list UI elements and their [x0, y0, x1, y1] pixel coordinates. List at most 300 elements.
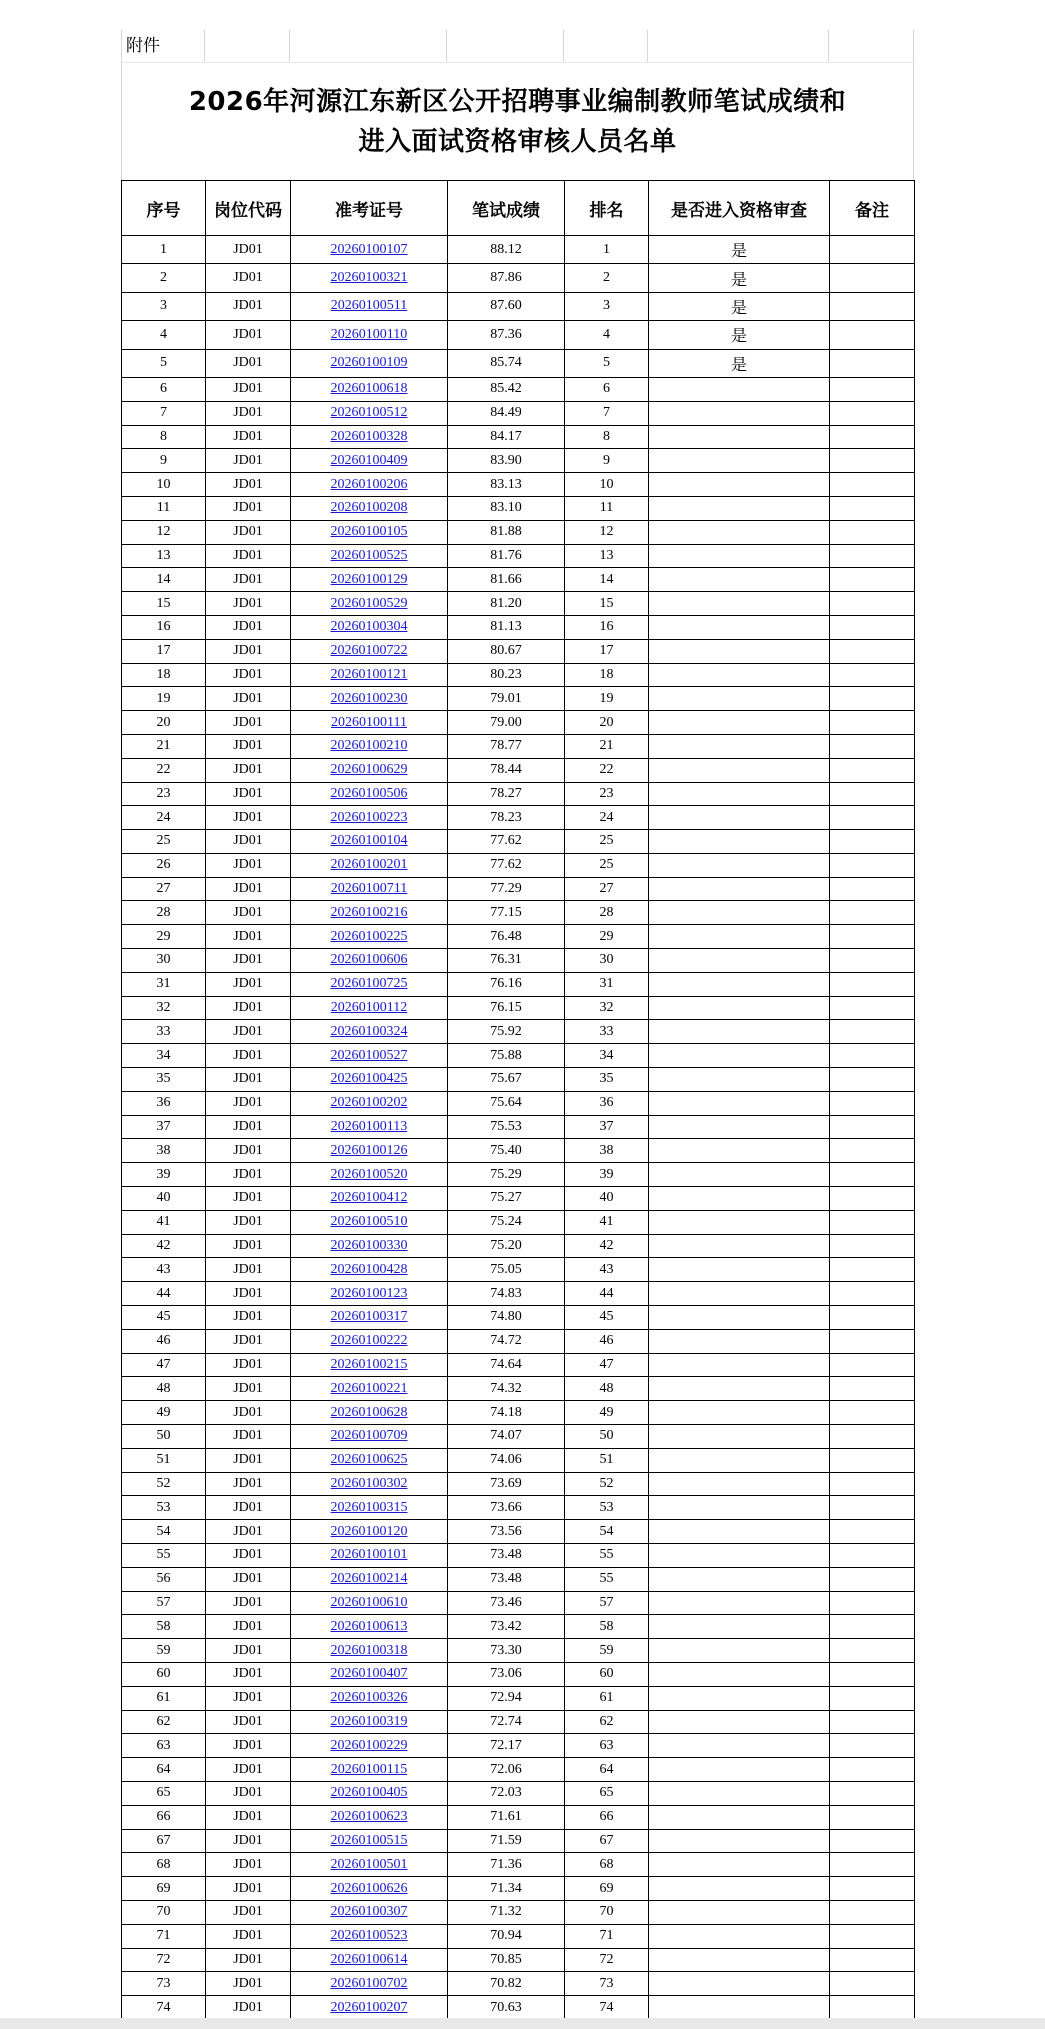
- cell-qualification-review: 是: [649, 264, 830, 292]
- cell-rank: 54: [565, 1520, 649, 1544]
- ticket-number-link[interactable]: 20260100210: [330, 738, 408, 754]
- ticket-number-link[interactable]: 20260100613: [330, 1618, 408, 1634]
- ticket-number-link[interactable]: 20260100501: [330, 1856, 408, 1872]
- cell-remarks: [830, 901, 915, 925]
- cell-ticket-number: [291, 1520, 448, 1544]
- cell-remarks: [830, 1401, 915, 1425]
- ticket-number-link[interactable]: 20260100307: [330, 1904, 408, 1920]
- cell-remarks: [830, 806, 915, 830]
- table-row: [122, 425, 915, 449]
- ticket-number-link[interactable]: 20260100229: [330, 1737, 408, 1753]
- cell-qualification-review: [649, 1996, 830, 2020]
- cell-post-code: JD01: [206, 377, 291, 401]
- cell-ticket-number: [291, 711, 448, 735]
- cell-score: 74.72: [448, 1329, 565, 1353]
- cell-remarks: [830, 1068, 915, 1092]
- cell-seq: 46: [122, 1329, 206, 1353]
- table-row: [122, 949, 915, 973]
- cell-post-code: JD01: [206, 1163, 291, 1187]
- ticket-number-link[interactable]: 20260100208: [330, 500, 408, 516]
- cell-qualification-review: [649, 1544, 830, 1568]
- cell-post-code: JD01: [206, 1306, 291, 1330]
- cell-qualification-review: [649, 544, 830, 568]
- cell-remarks: [830, 1091, 915, 1115]
- cell-rank: 21: [565, 734, 649, 758]
- cell-qualification-review: [649, 1020, 830, 1044]
- cell-qualification-review: [649, 1567, 830, 1591]
- cell-qualification-review: [649, 1448, 830, 1472]
- table-row: [122, 236, 915, 264]
- ticket-number-link[interactable]: 20260100606: [330, 952, 408, 968]
- table-row: [122, 687, 915, 711]
- cell-ticket-number: [291, 1877, 448, 1901]
- cell-remarks: [830, 1210, 915, 1234]
- ticket-number-link[interactable]: 20260100625: [330, 1452, 408, 1468]
- cell-rank: 1: [565, 236, 649, 264]
- cell-remarks: [830, 877, 915, 901]
- cell-score: 71.61: [448, 1805, 565, 1829]
- cell-score: 75.27: [448, 1187, 565, 1211]
- ticket-number-link[interactable]: 20260100302: [330, 1476, 408, 1491]
- ticket-number-link[interactable]: 20260100110: [330, 326, 408, 342]
- cell-remarks: [830, 568, 915, 592]
- cell-ticket-number: [291, 1210, 448, 1234]
- cell-ticket-number: [291, 292, 448, 320]
- cell-rank: 19: [565, 687, 649, 711]
- ticket-number-link[interactable]: 20260100223: [330, 809, 408, 825]
- cell-seq: 66: [122, 1805, 206, 1829]
- ticket-number-link[interactable]: 20260100207: [330, 1999, 408, 2015]
- cell-qualification-review: 是: [649, 236, 830, 264]
- cell-score: 88.12: [448, 236, 565, 264]
- cell-qualification-review: [649, 734, 830, 758]
- cell-seq: 27: [122, 877, 206, 901]
- cell-post-code: JD01: [206, 1924, 291, 1948]
- cell-score: 74.06: [448, 1448, 565, 1472]
- ticket-number-link[interactable]: 20260100711: [330, 881, 408, 897]
- ticket-number-link[interactable]: 20260100215: [330, 1357, 408, 1373]
- ticket-number-link[interactable]: 20260100529: [330, 595, 408, 611]
- cell-post-code: JD01: [206, 1210, 291, 1234]
- cell-qualification-review: [649, 1948, 830, 1972]
- table-row: [122, 1091, 915, 1115]
- cell-post-code: JD01: [206, 1044, 291, 1068]
- cell-rank: 46: [565, 1329, 649, 1353]
- cell-ticket-number: [291, 1282, 448, 1306]
- cell-score: 74.64: [448, 1353, 565, 1377]
- table-row: [122, 996, 915, 1020]
- cell-score: 72.06: [448, 1758, 565, 1782]
- cell-seq: 5: [122, 349, 206, 377]
- ticket-number-link[interactable]: 20260100202: [330, 1095, 408, 1111]
- cell-ticket-number: [291, 1329, 448, 1353]
- cell-post-code: JD01: [206, 401, 291, 425]
- ticket-number-link[interactable]: 20260100221: [330, 1380, 408, 1396]
- ticket-number-link[interactable]: 20260100412: [330, 1190, 408, 1206]
- ticket-number-link[interactable]: 20260100328: [330, 428, 408, 444]
- ticket-number-link[interactable]: 20260100104: [330, 833, 408, 849]
- cell-score: 77.29: [448, 877, 565, 901]
- cell-remarks: [830, 949, 915, 973]
- cell-rank: 16: [565, 615, 649, 639]
- table-row: [122, 972, 915, 996]
- cell-post-code: JD01: [206, 425, 291, 449]
- cell-remarks: [830, 1448, 915, 1472]
- table-row: [122, 1496, 915, 1520]
- ticket-number-link[interactable]: 20260100115: [330, 1761, 408, 1777]
- cell-qualification-review: [649, 1163, 830, 1187]
- cell-seq: 28: [122, 901, 206, 925]
- ticket-number-link[interactable]: 20260100324: [330, 1023, 408, 1039]
- ticket-number-link[interactable]: 20260100326: [330, 1690, 408, 1706]
- cell-remarks: [830, 1877, 915, 1901]
- spreadsheet-sheet: [121, 30, 914, 2020]
- cell-score: 87.60: [448, 292, 565, 320]
- table-row: [122, 806, 915, 830]
- cell-ticket-number: [291, 592, 448, 616]
- table-body: [122, 236, 915, 2020]
- cell-qualification-review: [649, 639, 830, 663]
- attachment-label: 附件: [126, 36, 160, 56]
- cell-ticket-number: [291, 1996, 448, 2020]
- ticket-number-link[interactable]: 20260100225: [330, 928, 408, 944]
- cell-ticket-number: [291, 1187, 448, 1211]
- cell-seq: 2: [122, 264, 206, 292]
- ticket-number-link[interactable]: 20260100405: [330, 1785, 408, 1801]
- cell-qualification-review: [649, 1924, 830, 1948]
- ticket-number-link[interactable]: 20260100527: [330, 1047, 408, 1063]
- cell-score: 75.29: [448, 1163, 565, 1187]
- cell-qualification-review: [649, 1781, 830, 1805]
- cell-post-code: JD01: [206, 1329, 291, 1353]
- table-row: [122, 1710, 915, 1734]
- cell-qualification-review: [649, 1734, 830, 1758]
- cell-score: 76.15: [448, 996, 565, 1020]
- cell-post-code: JD01: [206, 568, 291, 592]
- table-row: [122, 1472, 915, 1496]
- ticket-number-link[interactable]: 20260100409: [330, 452, 408, 468]
- ticket-number-link[interactable]: 20260100523: [330, 1928, 408, 1944]
- cell-qualification-review: [649, 1377, 830, 1401]
- cell-seq: 43: [122, 1258, 206, 1282]
- ticket-number-link[interactable]: 20260100120: [330, 1523, 408, 1539]
- ticket-number-link[interactable]: 20260100407: [330, 1666, 408, 1682]
- cell-ticket-number: [291, 401, 448, 425]
- cell-post-code: JD01: [206, 734, 291, 758]
- ticket-number-link[interactable]: 20260100525: [330, 547, 408, 563]
- cell-rank: 32: [565, 996, 649, 1020]
- cell-remarks: [830, 663, 915, 687]
- cell-rank: 14: [565, 568, 649, 592]
- ticket-number-link[interactable]: 20260100230: [330, 690, 408, 706]
- ticket-number-link[interactable]: 20260100330: [330, 1238, 408, 1254]
- table-row: [122, 901, 915, 925]
- ticket-number-link[interactable]: 20260100628: [330, 1404, 408, 1420]
- cell-qualification-review: [649, 972, 830, 996]
- ticket-number-link[interactable]: 20260100315: [330, 1499, 408, 1515]
- cell-remarks: [830, 496, 915, 520]
- cell-qualification-review: [649, 1187, 830, 1211]
- ticket-number-link[interactable]: 20260100121: [330, 666, 408, 682]
- cell-ticket-number: [291, 830, 448, 854]
- ticket-number-link[interactable]: 20260100510: [330, 1214, 408, 1230]
- ticket-number-link[interactable]: 20260100206: [330, 476, 408, 492]
- cell-post-code: JD01: [206, 663, 291, 687]
- ticket-number-link[interactable]: 20260100101: [330, 1547, 408, 1563]
- cell-score: 78.77: [448, 734, 565, 758]
- table-row: [122, 1448, 915, 1472]
- ticket-number-link[interactable]: 20260100109: [330, 355, 408, 371]
- cell-score: 75.64: [448, 1091, 565, 1115]
- cell-ticket-number: [291, 1591, 448, 1615]
- cell-remarks: [830, 1948, 915, 1972]
- cell-seq: 70: [122, 1900, 206, 1924]
- ticket-number-link[interactable]: 20260100201: [330, 857, 408, 873]
- cell-post-code: JD01: [206, 1948, 291, 1972]
- cell-score: 73.66: [448, 1496, 565, 1520]
- cell-remarks: [830, 1282, 915, 1306]
- ticket-number-link[interactable]: 20260100112: [330, 1000, 408, 1016]
- cell-remarks: [830, 425, 915, 449]
- cell-post-code: JD01: [206, 1615, 291, 1639]
- cell-score: 76.31: [448, 949, 565, 973]
- cell-ticket-number: [291, 1425, 448, 1449]
- cell-qualification-review: [649, 449, 830, 473]
- ticket-number-link[interactable]: 20260100618: [330, 381, 408, 397]
- cell-ticket-number: [291, 425, 448, 449]
- cell-score: 77.15: [448, 901, 565, 925]
- cell-remarks: [830, 1758, 915, 1782]
- ticket-number-link[interactable]: 20260100515: [330, 1832, 408, 1848]
- cell-rank: 24: [565, 806, 649, 830]
- cell-score: 75.92: [448, 1020, 565, 1044]
- cell-qualification-review: [649, 1234, 830, 1258]
- table-row: [122, 1139, 915, 1163]
- cell-rank: 55: [565, 1567, 649, 1591]
- table-row: [122, 1044, 915, 1068]
- ticket-number-link[interactable]: 20260100506: [330, 785, 408, 801]
- cell-post-code: JD01: [206, 1829, 291, 1853]
- table-row: [122, 264, 915, 292]
- cell-rank: 42: [565, 1234, 649, 1258]
- cell-rank: 39: [565, 1163, 649, 1187]
- table-row: [122, 615, 915, 639]
- cell-ticket-number: [291, 806, 448, 830]
- cell-seq: 69: [122, 1877, 206, 1901]
- cell-qualification-review: [649, 1353, 830, 1377]
- cell-seq: 16: [122, 615, 206, 639]
- cell-qualification-review: [649, 687, 830, 711]
- cell-seq: 25: [122, 830, 206, 854]
- header-seq: 序号: [122, 181, 206, 236]
- cell-seq: 30: [122, 949, 206, 973]
- ticket-number-link[interactable]: 20260100126: [330, 1142, 408, 1158]
- ticket-number-link[interactable]: 20260100629: [330, 762, 408, 778]
- cell-seq: 47: [122, 1353, 206, 1377]
- ticket-number-link[interactable]: 20260100725: [330, 976, 408, 992]
- cell-ticket-number: [291, 1972, 448, 1996]
- cell-seq: 60: [122, 1662, 206, 1686]
- ticket-number-link[interactable]: 20260100614: [330, 1951, 408, 1967]
- ticket-number-link[interactable]: 20260100511: [330, 298, 408, 314]
- cell-remarks: [830, 758, 915, 782]
- cell-ticket-number: [291, 321, 448, 349]
- ticket-number-link[interactable]: 20260100425: [330, 1071, 408, 1087]
- ticket-number-link[interactable]: 20260100626: [330, 1880, 408, 1896]
- cell-ticket-number: [291, 1306, 448, 1330]
- cell-remarks: [830, 544, 915, 568]
- cell-seq: 59: [122, 1639, 206, 1663]
- cell-rank: 52: [565, 1472, 649, 1496]
- cell-remarks: [830, 1544, 915, 1568]
- cell-rank: 11: [565, 496, 649, 520]
- cell-ticket-number: [291, 1091, 448, 1115]
- cell-rank: 5: [565, 349, 649, 377]
- cell-score: 70.85: [448, 1948, 565, 1972]
- ticket-number-link[interactable]: 20260100428: [330, 1261, 408, 1277]
- cell-remarks: [830, 1187, 915, 1211]
- cell-score: 72.03: [448, 1781, 565, 1805]
- ticket-number-link[interactable]: 20260100623: [330, 1809, 408, 1825]
- table-row: [122, 1853, 915, 1877]
- ticket-number-link[interactable]: 20260100520: [330, 1166, 408, 1182]
- ticket-number-link[interactable]: 20260100610: [330, 1594, 408, 1610]
- table-row: [122, 1948, 915, 1972]
- ticket-number-link[interactable]: 20260100216: [330, 904, 408, 920]
- table-row: [122, 1996, 915, 2020]
- ticket-number-link[interactable]: 20260100702: [330, 1975, 408, 1991]
- cell-remarks: [830, 1472, 915, 1496]
- cell-rank: 43: [565, 1258, 649, 1282]
- cell-post-code: JD01: [206, 496, 291, 520]
- cell-seq: 62: [122, 1710, 206, 1734]
- cell-post-code: JD01: [206, 1115, 291, 1139]
- table-row: [122, 1615, 915, 1639]
- cell-post-code: JD01: [206, 1758, 291, 1782]
- cell-rank: 35: [565, 1068, 649, 1092]
- ticket-number-link[interactable]: 20260100722: [330, 643, 408, 659]
- table-row: [122, 782, 915, 806]
- cell-remarks: [830, 1615, 915, 1639]
- cell-qualification-review: [649, 496, 830, 520]
- cell-ticket-number: [291, 782, 448, 806]
- cell-ticket-number: [291, 1163, 448, 1187]
- table-row: [122, 1805, 915, 1829]
- cell-qualification-review: [649, 1115, 830, 1139]
- cell-post-code: JD01: [206, 758, 291, 782]
- ticket-number-link[interactable]: 20260100107: [330, 241, 408, 257]
- cell-score: 87.86: [448, 264, 565, 292]
- cell-qualification-review: [649, 1662, 830, 1686]
- cell-qualification-review: [649, 1591, 830, 1615]
- ticket-number-link[interactable]: 20260100317: [330, 1309, 408, 1325]
- cell-score: 70.82: [448, 1972, 565, 1996]
- cell-qualification-review: [649, 1068, 830, 1092]
- cell-post-code: JD01: [206, 449, 291, 473]
- cell-rank: 65: [565, 1781, 649, 1805]
- cell-seq: 71: [122, 1924, 206, 1948]
- cell-seq: 32: [122, 996, 206, 1020]
- cell-post-code: JD01: [206, 592, 291, 616]
- cell-qualification-review: [649, 1520, 830, 1544]
- cell-rank: 8: [565, 425, 649, 449]
- table-row: [122, 321, 915, 349]
- cell-score: 75.05: [448, 1258, 565, 1282]
- cell-rank: 3: [565, 292, 649, 320]
- ticket-number-link[interactable]: 20260100512: [330, 405, 408, 421]
- ticket-number-link[interactable]: 20260100123: [330, 1285, 408, 1301]
- cell-post-code: JD01: [206, 1377, 291, 1401]
- cell-post-code: JD01: [206, 473, 291, 497]
- cell-ticket-number: [291, 949, 448, 973]
- ticket-number-link[interactable]: 20260100709: [330, 1428, 408, 1444]
- cell-remarks: [830, 1686, 915, 1710]
- cell-score: 81.66: [448, 568, 565, 592]
- ticket-number-link[interactable]: 20260100214: [330, 1571, 408, 1587]
- cell-seq: 21: [122, 734, 206, 758]
- table-row: [122, 1520, 915, 1544]
- cell-ticket-number: [291, 544, 448, 568]
- results-table: [121, 180, 915, 2020]
- cell-rank: 37: [565, 1115, 649, 1139]
- cell-score: 81.13: [448, 615, 565, 639]
- cell-qualification-review: [649, 925, 830, 949]
- cell-qualification-review: [649, 1425, 830, 1449]
- cell-post-code: JD01: [206, 1591, 291, 1615]
- ticket-number-link[interactable]: 20260100105: [330, 524, 408, 540]
- header-ticket-number: 准考证号: [291, 181, 448, 236]
- cell-post-code: JD01: [206, 1139, 291, 1163]
- cell-remarks: [830, 830, 915, 854]
- ticket-number-link[interactable]: 20260100129: [330, 571, 408, 587]
- cell-seq: 20: [122, 711, 206, 735]
- cell-rank: 2: [565, 264, 649, 292]
- cell-rank: 58: [565, 1615, 649, 1639]
- attachment-cell: [121, 30, 205, 62]
- cell-rank: 41: [565, 1210, 649, 1234]
- cell-qualification-review: [649, 996, 830, 1020]
- cell-ticket-number: [291, 1044, 448, 1068]
- cell-seq: 49: [122, 1401, 206, 1425]
- table-row: [122, 1115, 915, 1139]
- cell-ticket-number: [291, 758, 448, 782]
- ticket-number-link[interactable]: 20260100321: [330, 270, 408, 286]
- ticket-number-link[interactable]: 20260100222: [330, 1333, 408, 1349]
- ticket-number-link[interactable]: 20260100111: [331, 714, 407, 730]
- cell-rank: 66: [565, 1805, 649, 1829]
- cell-post-code: JD01: [206, 1068, 291, 1092]
- cell-post-code: JD01: [206, 1544, 291, 1568]
- cell-qualification-review: 是: [649, 292, 830, 320]
- cell-ticket-number: [291, 663, 448, 687]
- cell-score: 76.16: [448, 972, 565, 996]
- cell-seq: 6: [122, 377, 206, 401]
- cell-remarks: [830, 1139, 915, 1163]
- ticket-number-link[interactable]: 20260100318: [330, 1642, 408, 1658]
- ticket-number-link[interactable]: 20260100304: [330, 619, 408, 635]
- cell-score: 85.74: [448, 349, 565, 377]
- ticket-number-link[interactable]: 20260100113: [330, 1119, 408, 1135]
- cell-score: 75.20: [448, 1234, 565, 1258]
- cell-qualification-review: [649, 1758, 830, 1782]
- cell-score: 80.23: [448, 663, 565, 687]
- cell-qualification-review: [649, 520, 830, 544]
- cell-seq: 11: [122, 496, 206, 520]
- cell-qualification-review: [649, 1615, 830, 1639]
- cell-rank: 59: [565, 1639, 649, 1663]
- ticket-number-link[interactable]: 20260100319: [330, 1713, 408, 1729]
- cell-seq: 74: [122, 1996, 206, 2020]
